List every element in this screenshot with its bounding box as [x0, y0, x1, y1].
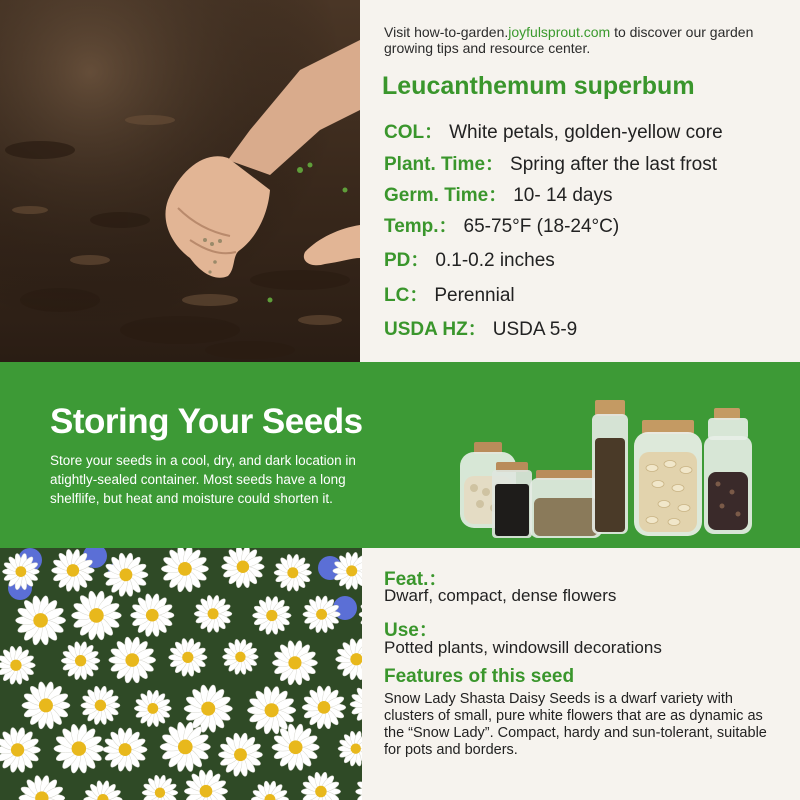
spec-germination-time — [384, 180, 613, 207]
hands-sowing-seeds-photo — [0, 0, 360, 362]
shasta-daisy-photo — [0, 548, 362, 800]
spec-value: Perennial — [434, 285, 515, 306]
feat-label: Feat.： — [384, 569, 448, 590]
spec-label: USDA HZ： — [384, 319, 487, 340]
spec-usda-zone — [384, 314, 577, 341]
feat-text: Dwarf, compact, dense flowers — [384, 586, 617, 605]
storage-title: Storing Your Seeds — [50, 402, 363, 441]
spec-label: Germ. Time： — [384, 185, 508, 206]
seed-features-title: Features of this seed — [384, 666, 575, 687]
spec-life-cycle — [384, 280, 515, 307]
spec-value: 0.1-0.2 inches — [435, 250, 555, 271]
visit-suffix: to discover our garden growing tips and resource center. — [384, 24, 754, 56]
spec-label: Temp.： — [384, 216, 458, 237]
features-panel — [362, 548, 800, 800]
bottom-section — [0, 548, 800, 800]
species-name: Leucanthemum superbum — [382, 72, 695, 100]
spec-label: LC： — [384, 285, 429, 306]
plant-info-panel — [360, 0, 800, 362]
top-section — [0, 0, 800, 362]
seed-features-text: Snow Lady Shasta Daisy Seeds is a dwarf variety with clusters of small, pure white flowers that are as dynamic as the “Snow Lady”. Compact, hardy and sun-tolerant, suitable for pots and borders. — [384, 691, 767, 758]
visit-prefix: Visit how-to-garden. — [384, 24, 509, 40]
use-text: Potted plants, windowsill decorations — [384, 638, 662, 657]
use-label: Use： — [384, 620, 438, 641]
visit-website-text — [384, 24, 794, 56]
seed-jars-photo — [452, 380, 762, 540]
spec-value: White petals, golden-yellow core — [449, 122, 723, 143]
spec-plant-time — [384, 149, 717, 176]
spec-label: PD： — [384, 250, 430, 271]
spec-value: USDA 5-9 — [492, 319, 578, 340]
spec-value: 10- 14 days — [513, 185, 613, 206]
spec-value: 65-75°F (18-24°C) — [463, 216, 620, 237]
spec-value: Spring after the last frost — [510, 154, 718, 175]
spec-label: COL： — [384, 122, 444, 143]
spec-label: Plant. Time： — [384, 154, 505, 175]
storage-text: Store your seeds in a cool, dry, and dark location in atightly-sealed container. Most seeds have a long shelflife, but heat and moisture could shorten it. — [50, 453, 356, 506]
website-link[interactable]: joyfulsprout.com — [508, 24, 611, 40]
spec-temperature — [384, 211, 619, 238]
storage-band — [0, 362, 800, 548]
spec-planting-depth — [384, 245, 555, 272]
spec-color — [384, 117, 723, 144]
